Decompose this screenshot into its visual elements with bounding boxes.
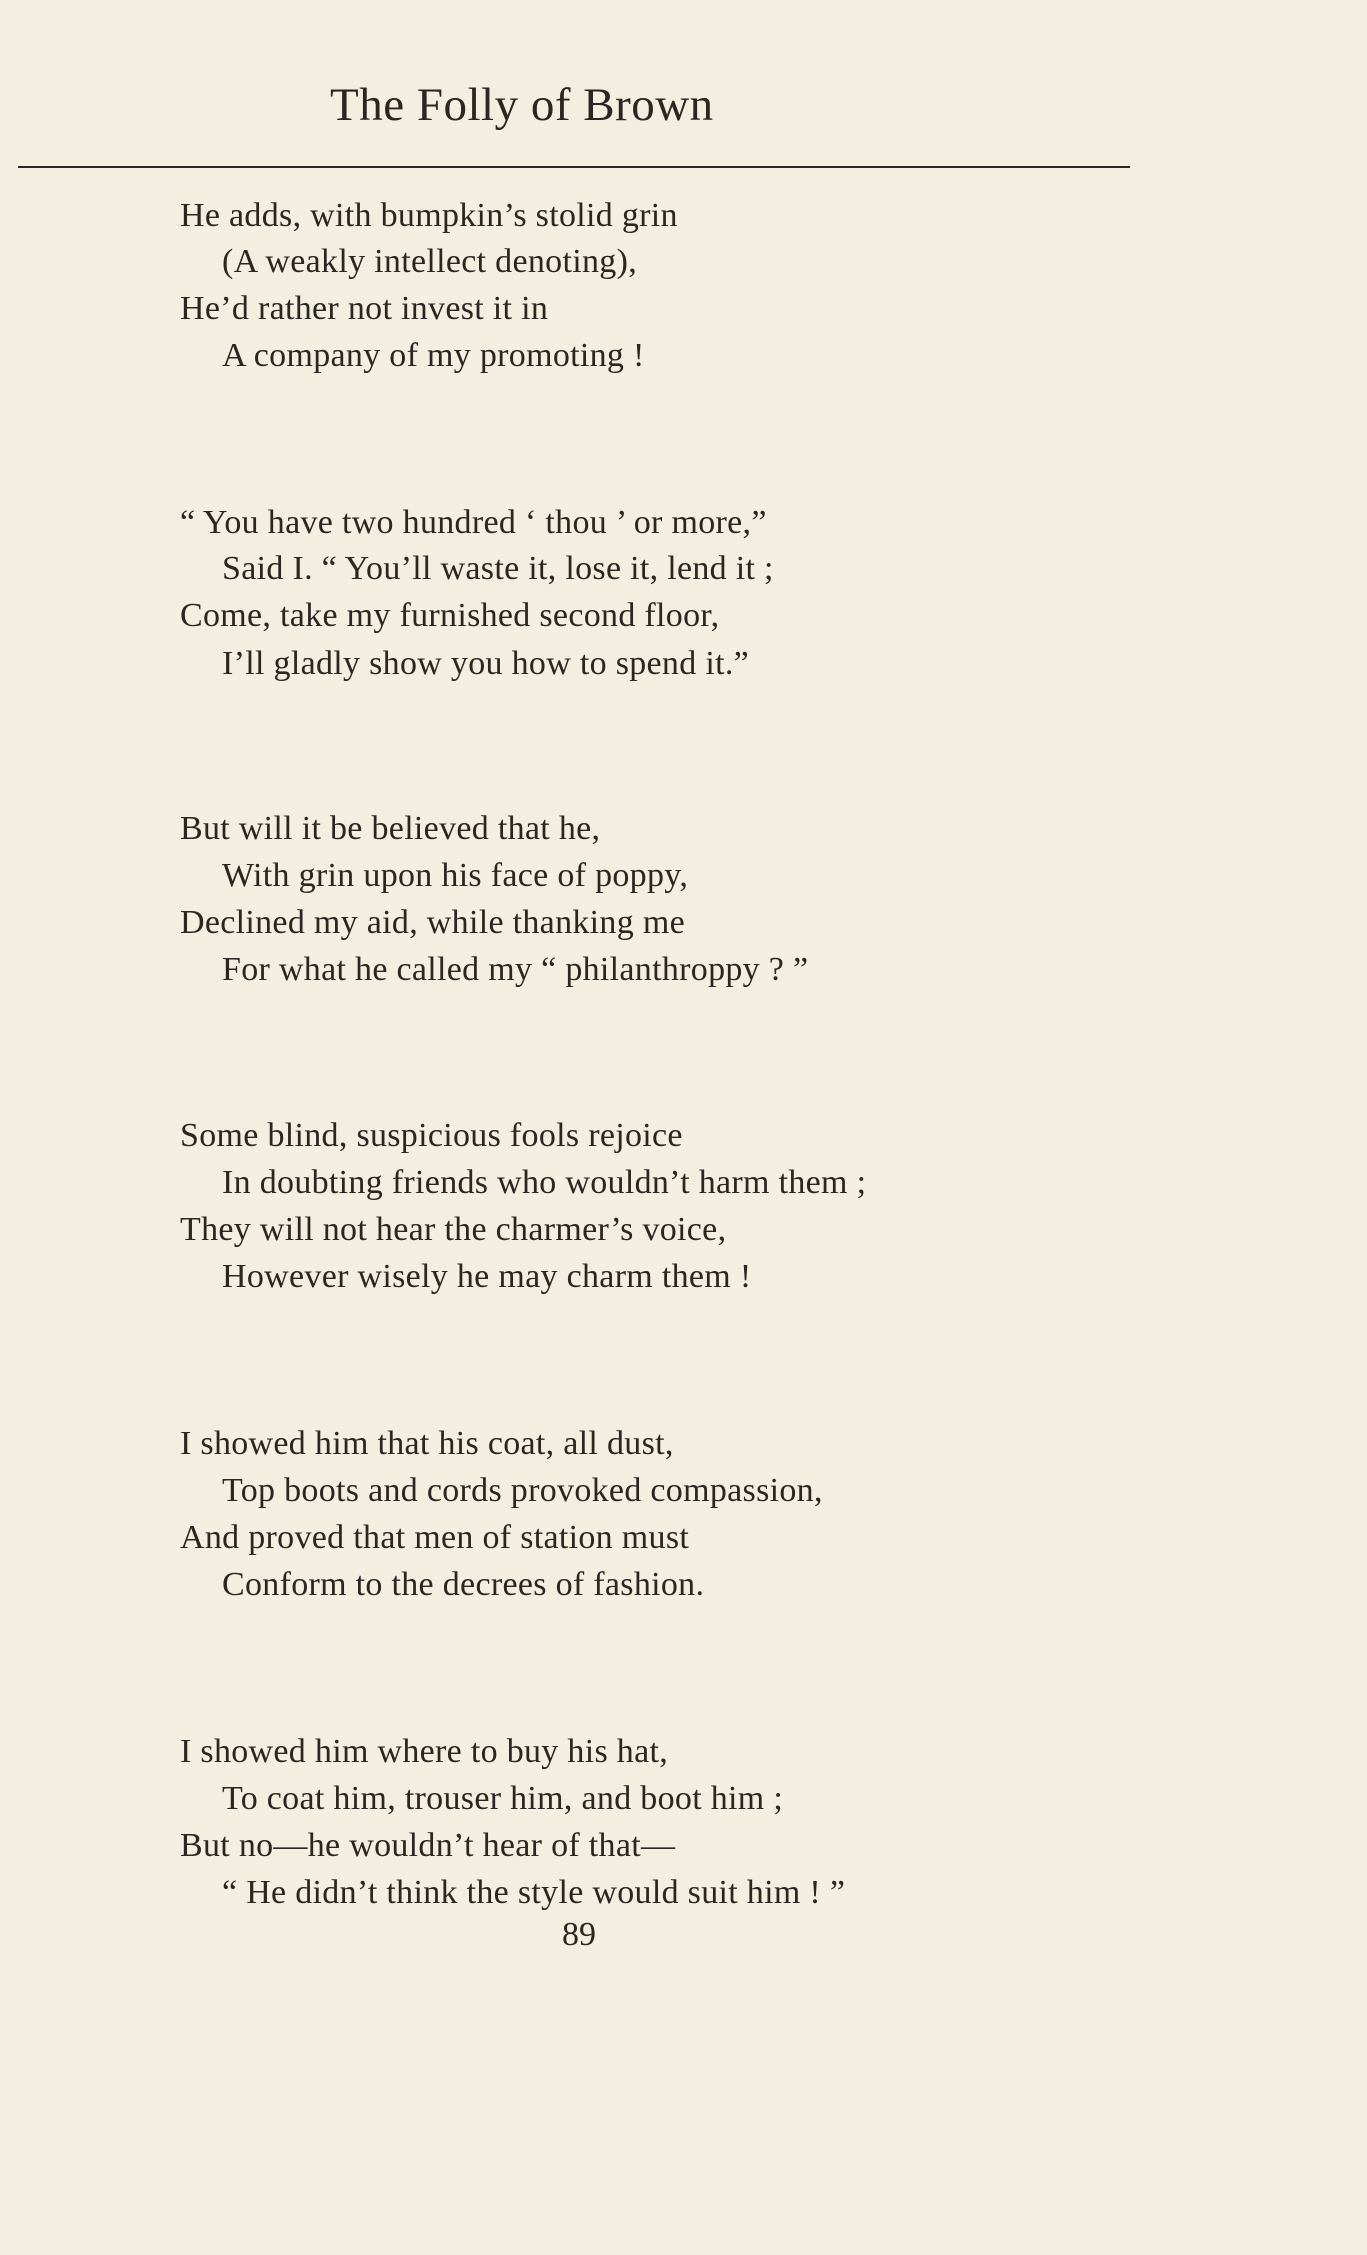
stanza-2-line-3: Come, take my furnished second floor, [180, 597, 720, 634]
stanza-3-line-1: But will it be believed that he, [180, 810, 601, 847]
stanza-6-line-3: But no—he wouldn’t hear of that— [180, 1827, 676, 1864]
page-number: 89 [562, 1916, 596, 1953]
running-title: The Folly of Brown [330, 79, 714, 131]
header-rule [18, 166, 1130, 168]
stanza-5-line-1: I showed him that his coat, all dust, [180, 1425, 674, 1462]
stanza-6-line-4: “ He didn’t think the style would suit him ! ” [222, 1874, 846, 1911]
stanza-2-line-1: “ You have two hundred ‘ thou ’ or more,” [180, 504, 767, 541]
stanza-3-line-4: For what he called my “ philanthroppy ? ” [222, 951, 809, 988]
stanza-3-line-3: Declined my aid, while thanking me [180, 904, 685, 941]
stanza-1-line-2: (A weakly intellect denoting), [222, 243, 637, 280]
stanza-4-line-3: They will not hear the charmer’s voice, [180, 1211, 727, 1248]
stanza-1-line-3: He’d rather not invest it in [180, 290, 549, 327]
stanza-4-line-2: In doubting friends who wouldn’t harm them ; [222, 1164, 867, 1201]
stanza-1-line-1: He adds, with bumpkin’s stolid grin [180, 197, 678, 234]
stanza-4-line-4: However wisely he may charm them ! [222, 1258, 752, 1295]
stanza-3-line-2: With grin upon his face of poppy, [222, 857, 689, 894]
stanza-5-line-2: Top boots and cords provoked compassion, [222, 1472, 823, 1509]
stanza-5-line-3: And proved that men of station must [180, 1519, 690, 1556]
stanza-2-line-4: I’ll gladly show you how to spend it.” [222, 645, 750, 682]
stanza-4-line-1: Some blind, suspicious fools rejoice [180, 1117, 683, 1154]
stanza-1-line-4: A company of my promoting ! [222, 337, 645, 374]
stanza-5-line-4: Conform to the decrees of fashion. [222, 1566, 705, 1603]
stanza-6-line-2: To coat him, trouser him, and boot him ; [222, 1780, 784, 1817]
stanza-2-line-2: Said I. “ You’ll waste it, lose it, lend it ; [222, 550, 774, 587]
stanza-6-line-1: I showed him where to buy his hat, [180, 1733, 669, 1770]
